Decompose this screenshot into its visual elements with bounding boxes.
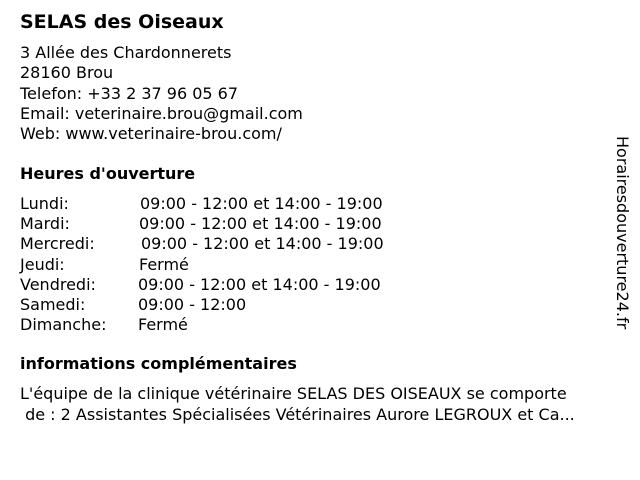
business-name: SELAS des Oiseaux <box>20 11 224 33</box>
day-label: Jeudi: <box>20 254 65 274</box>
info-description <box>20 383 632 425</box>
contact-block <box>20 43 303 144</box>
info-heading: informations complémentaires <box>20 354 297 373</box>
day-label: Dimanche: <box>20 315 107 335</box>
web-line: Web: www.veterinaire-brou.com/ <box>20 124 282 144</box>
phone-line: Telefon: +33 2 37 96 05 67 <box>20 83 239 103</box>
time-value: 09:00 - 12:00 et 14:00 - 19:00 <box>141 234 384 254</box>
address-city: 28160 Brou <box>20 63 114 83</box>
watermark-text: Horairesdouverture24.fr <box>613 136 632 330</box>
time-value: 09:00 - 12:00 et 14:00 - 19:00 <box>139 214 382 234</box>
day-label: Mercredi: <box>20 234 95 254</box>
info-line-1: L'équipe de la clinique vétérinaire SELAS DES OISEAUX se comporte <box>20 384 567 403</box>
time-value: Fermé <box>139 254 189 274</box>
address-street: 3 Allée des Chardonnerets <box>20 43 232 62</box>
time-value: 09:00 - 12:00 et 14:00 - 19:00 <box>140 194 383 213</box>
site-watermark <box>612 136 632 344</box>
hours-heading: Heures d'ouverture <box>20 164 196 183</box>
day-label: Vendredi: <box>20 274 96 294</box>
time-value: 09:00 - 12:00 <box>138 294 247 314</box>
day-label: Mardi: <box>20 214 70 234</box>
time-value: Fermé <box>138 315 188 335</box>
time-value: 09:00 - 12:00 et 14:00 - 19:00 <box>138 274 381 294</box>
info-line-2: de : 2 Assistantes Spécialisées Vétérinaires Aurore LEGROUX et Ca... <box>20 405 575 424</box>
email-line: Email: veterinaire.brou@gmail.com <box>20 103 303 123</box>
day-label: Lundi: <box>20 194 69 213</box>
day-label: Samedi: <box>20 294 86 314</box>
